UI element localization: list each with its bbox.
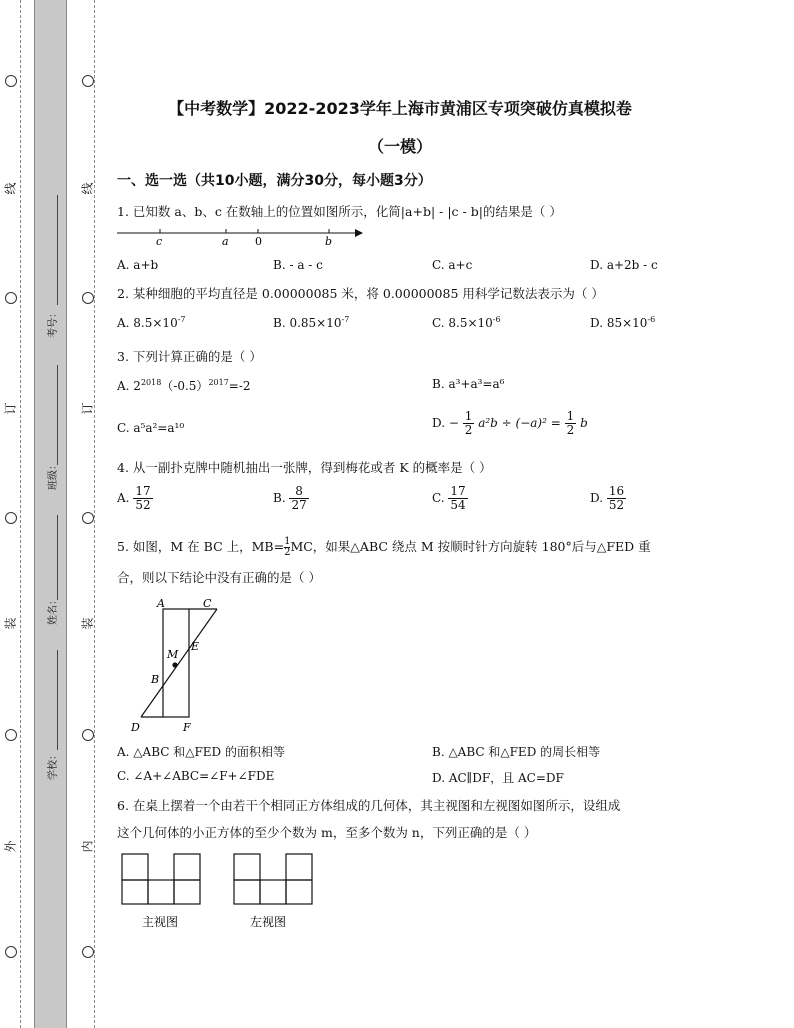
q1-option-d[interactable]: D. a+2b - c	[590, 258, 658, 272]
q5-stem-line1: 5. 如图，M 在 BC 上，MB= $\frac{1}{2}MC$，如果△ABC 绕点 M 按顺时针方向旋转 180°后与△FED 重	[117, 536, 651, 558]
field-name-line	[57, 515, 58, 600]
punch-hole	[82, 946, 94, 958]
punch-hole	[82, 75, 94, 87]
margin-char-order: 订	[3, 402, 18, 415]
punch-hole	[5, 946, 17, 958]
q3-option-d[interactable]: D. − $\frac{1}{2}$ a²b ÷ (−a)² = $\frac{1}{2}$ b	[432, 409, 588, 438]
margin-char-line: 线	[80, 182, 95, 195]
fig-label-C: C	[203, 597, 212, 610]
margin-char-order: 订	[80, 402, 95, 415]
fraction-half: $\frac{1}{2}$	[464, 409, 473, 438]
field-school: 学校：	[48, 750, 59, 780]
punch-hole	[82, 729, 94, 741]
field-school-line	[57, 650, 58, 750]
q4-option-d[interactable]: D. $\frac{16}{52}$	[590, 484, 625, 513]
q5-option-c[interactable]: C. ∠A+∠ABC=∠F+∠FDE	[117, 769, 275, 783]
punch-hole	[5, 292, 17, 304]
punch-hole	[5, 75, 17, 87]
q4-stem: 4. 从一副扑克牌中随机抽出一张牌，得到梅花或者 K 的概率是（ ）	[117, 460, 492, 475]
axis-label-a: a	[222, 235, 229, 248]
inner-dashed-line	[94, 0, 95, 1028]
punch-hole	[82, 512, 94, 524]
q3-option-c[interactable]: C. a⁵a²=a¹⁰	[117, 421, 185, 435]
q2-option-c[interactable]: C. $8.5\times 10^{-6}$	[432, 315, 501, 330]
exam-subtitle: （一模）	[367, 137, 432, 156]
margin-char-inner: 内	[80, 840, 95, 853]
q3-option-a[interactable]: A. $2^{2018}(-0.5)^{2017}=-2$	[117, 378, 251, 393]
q6-views	[118, 852, 318, 932]
field-class-line	[57, 365, 58, 465]
side-view-label: 左视图	[250, 915, 287, 929]
front-view-label: 主视图	[142, 915, 179, 929]
axis-label-zero: 0	[255, 235, 262, 248]
field-name: 姓名：	[48, 595, 59, 625]
q1-option-a[interactable]: A. a+b	[117, 258, 159, 272]
fig-label-D: D	[131, 721, 140, 734]
q2-option-d[interactable]: D. $85\times 10^{-6}$	[590, 315, 656, 330]
punch-hole	[5, 729, 17, 741]
axis-label-b: b	[325, 235, 333, 248]
q5-option-a[interactable]: A. △ABC 和△FED 的面积相等	[117, 745, 285, 759]
q1-stem: 1. 已知数 a、b、c 在数轴上的位置如图所示，化简|a+b| - |c - b|的结果是（ ）	[117, 204, 562, 219]
outer-dashed-line	[20, 0, 21, 1028]
section-heading: 一、选一选（共10小题，满分30分，每小题3分）	[117, 173, 432, 189]
q1-option-b[interactable]: B. - a - c	[273, 258, 323, 272]
margin-char-bind: 装	[80, 617, 95, 630]
fig-label-A: A	[157, 597, 165, 610]
fig-label-B: B	[151, 673, 160, 686]
q3-option-b[interactable]: B. a³+a³=a⁶	[432, 377, 505, 391]
q2-stem: 2. 某种细胞的平均直径是 0.00000085 米，将 0.00000085 用科学记数法表示为（ ）	[117, 286, 604, 301]
fraction-half: $\frac{1}{2}$	[566, 409, 575, 438]
field-class: 班级：	[48, 460, 59, 490]
q5-stem-line2: 合，则以下结论中没有正确的是（ ）	[117, 570, 321, 585]
q2-option-b[interactable]: B. $0.85\times 10^{-7}$	[273, 315, 350, 330]
punch-hole	[5, 512, 17, 524]
exam-title: 【中考数学】2022-2023学年上海市黄浦区专项突破仿真模拟卷	[168, 99, 632, 118]
q4-option-c[interactable]: C. $\frac{17}{54}$	[432, 484, 466, 513]
q3-stem: 3. 下列计算正确的是（ ）	[117, 349, 262, 364]
q2-option-a[interactable]: A. $8.5\times 10^{-7}$	[117, 315, 186, 330]
fig-label-F: F	[183, 721, 191, 734]
margin-char-outer: 外	[3, 840, 18, 853]
q5-option-b[interactable]: B. △ABC 和△FED 的周长相等	[432, 745, 601, 759]
margin-char-bind: 装	[3, 617, 18, 630]
field-exam-number-line	[57, 195, 58, 305]
q1-number-line	[115, 222, 365, 248]
q5-figure	[125, 595, 225, 735]
punch-hole	[82, 292, 94, 304]
q4-option-a[interactable]: A. $\frac{17}{52}$	[117, 484, 151, 513]
q6-stem-line1: 6. 在桌上摆着一个由若干个相同正方体组成的几何体，其主视图和左视图如图所示，设组成	[117, 798, 621, 813]
field-exam-number: 考号：	[48, 308, 59, 338]
q6-stem-line2: 这个几何体的小正方体的至少个数为 m，至多个数为 n，下列正确的是（ ）	[117, 825, 537, 840]
q4-option-b[interactable]: B. $\frac{8}{27}$	[273, 484, 307, 513]
axis-label-c: c	[156, 235, 163, 248]
q1-option-c[interactable]: C. a+c	[432, 258, 473, 272]
margin-char-line: 线	[3, 182, 18, 195]
q5-option-d[interactable]: D. AC∥DF，且 AC=DF	[432, 771, 564, 785]
fig-label-M: M	[167, 648, 179, 661]
binding-gutter	[34, 0, 67, 1028]
fig-label-E: E	[191, 640, 200, 653]
